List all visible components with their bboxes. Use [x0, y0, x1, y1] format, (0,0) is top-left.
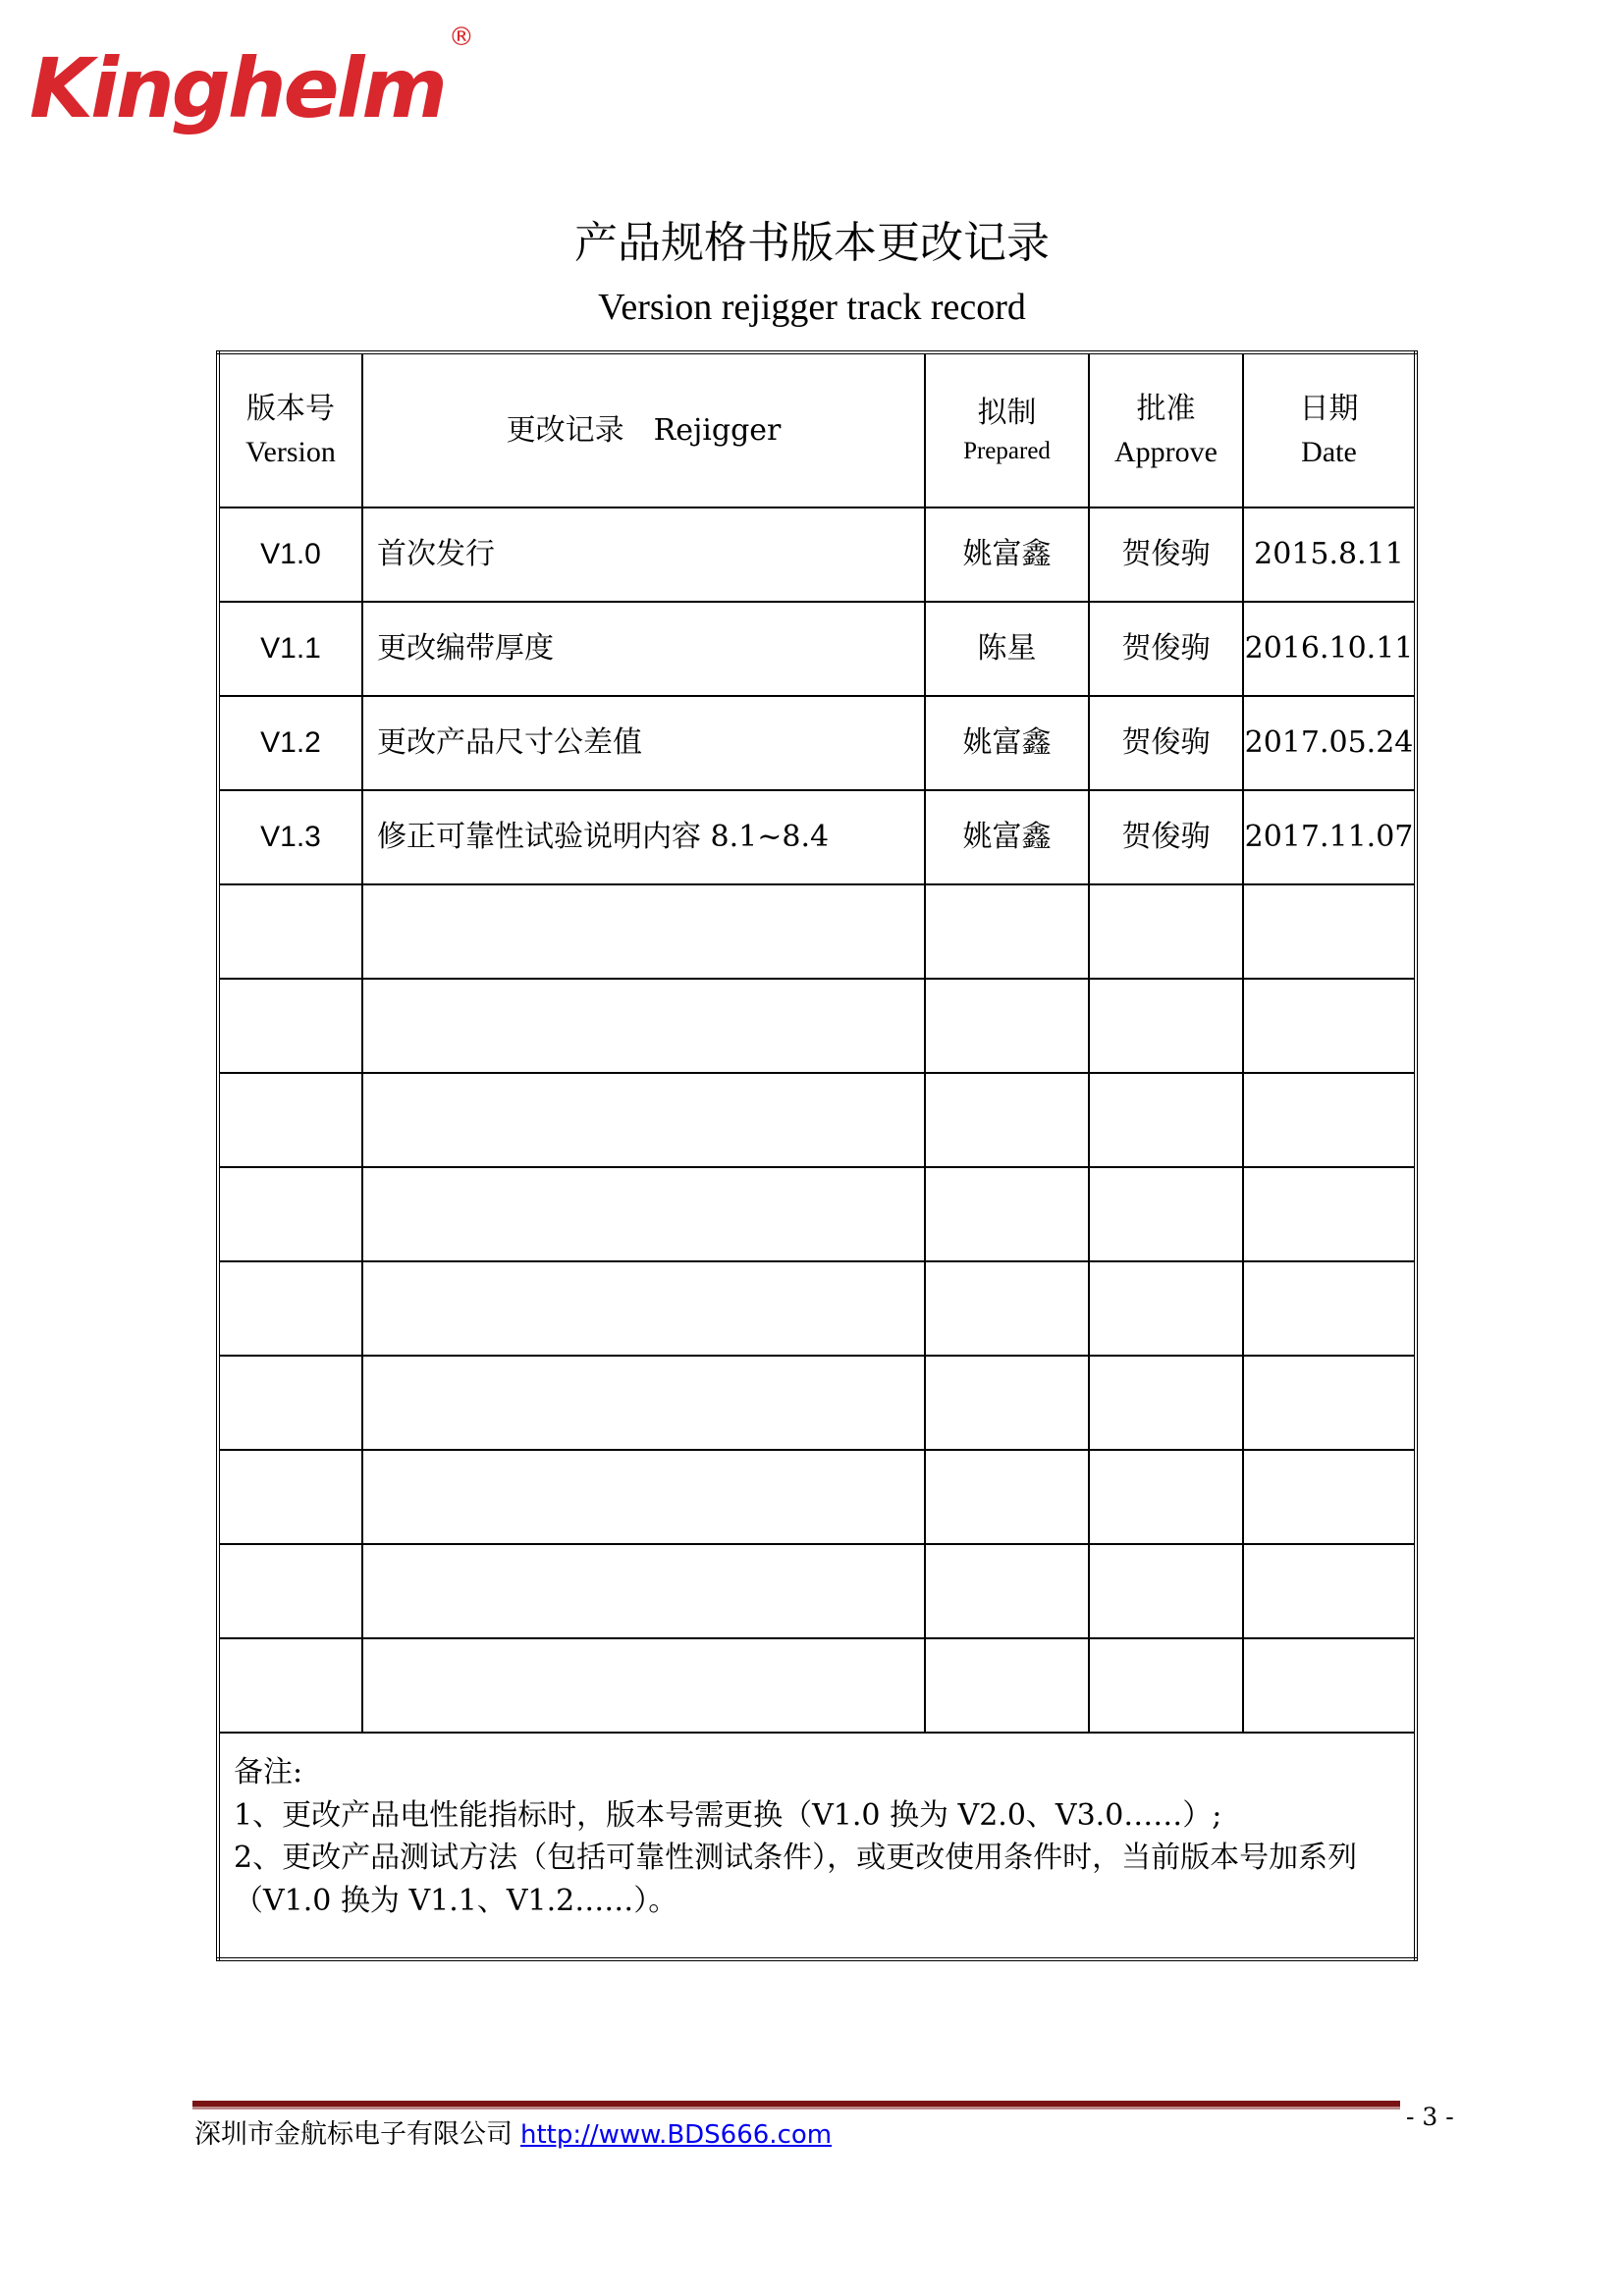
empty-row [218, 1638, 1416, 1733]
header-approve-en: Approve [1114, 435, 1218, 468]
approve-cell: 贺俊驹 [1089, 507, 1243, 602]
version-cell: V1.1 [218, 602, 362, 696]
version-cell: V1.3 [218, 790, 362, 884]
empty-row [218, 979, 1416, 1073]
table-row [218, 507, 1416, 602]
approve-cell: 贺俊驹 [1089, 602, 1243, 696]
registered-mark: ® [448, 23, 474, 52]
prepared-cell: 姚富鑫 [925, 790, 1089, 884]
header-version [218, 352, 362, 507]
version-cell: V1.0 [218, 507, 362, 602]
header-version-cn: 版本号 [246, 392, 335, 426]
notes-cell [218, 1733, 1416, 1959]
date-cell: 2016.10.11 [1243, 602, 1416, 696]
website-link[interactable]: http://www.BDS666.com [520, 2120, 833, 2150]
header-rejigger: 更改记录 Rejigger [362, 352, 925, 507]
table-row [218, 696, 1416, 790]
company-name: 深圳市金航标电子有限公司 [194, 2119, 513, 2150]
version-cell: V1.2 [218, 696, 362, 790]
empty-row [218, 1261, 1416, 1356]
change-cell: 更改产品尺寸公差值 [362, 696, 925, 790]
page-title: 产品规格书版本更改记录 [574, 218, 1050, 268]
empty-row [218, 1167, 1416, 1261]
notes-label: 备注: [234, 1755, 303, 1789]
header-prepared-en: Prepared [963, 438, 1051, 465]
date-cell: 2017.05.24 [1243, 696, 1416, 790]
notes-row [218, 1733, 1416, 1959]
change-cell: 修正可靠性试验说明内容 8.1~8.4 [362, 790, 925, 884]
footer-company [194, 2112, 832, 2151]
date-cell: 2017.11.07 [1243, 790, 1416, 884]
header-prepared-cn: 拟制 [977, 395, 1037, 430]
logo-text: Kinghelm [29, 40, 445, 136]
approve-cell: 贺俊驹 [1089, 790, 1243, 884]
empty-row [218, 1356, 1416, 1450]
page-subtitle: Version rejigger track record [598, 287, 1026, 328]
approve-cell: 贺俊驹 [1089, 696, 1243, 790]
empty-row [218, 884, 1416, 979]
empty-row [218, 1544, 1416, 1638]
prepared-cell: 陈星 [925, 602, 1089, 696]
table-row [218, 602, 1416, 696]
empty-row [218, 1073, 1416, 1167]
prepared-cell: 姚富鑫 [925, 507, 1089, 602]
header-approve [1089, 352, 1243, 507]
version-record-table [216, 350, 1418, 1961]
header-date-en: Date [1301, 435, 1357, 468]
header-approve-cn: 批准 [1136, 392, 1196, 426]
header-date [1243, 352, 1416, 507]
header-date-cn: 日期 [1299, 392, 1359, 426]
change-cell: 首次发行 [362, 507, 925, 602]
notes-line-1: 1、更改产品电性能指标时，版本号需更换（V1.0 换为 V2.0、V3.0……）; [234, 1797, 1222, 1833]
footer-divider [192, 2101, 1400, 2109]
header-prepared [925, 352, 1089, 507]
table-header-row [218, 352, 1416, 507]
header-version-en: Version [245, 435, 336, 468]
kinghelm-logo [29, 23, 474, 136]
date-cell: 2015.8.11 [1243, 507, 1416, 602]
change-cell: 更改编带厚度 [362, 602, 925, 696]
table-row [218, 790, 1416, 884]
notes-line-2: 2、更改产品测试方法（包括可靠性测试条件），或更改使用条件时，当前版本号加系列（V1.0 换为 V1.1、V1.2……）。 [234, 1841, 1358, 1918]
page-number: - 3 - [1406, 2103, 1454, 2131]
prepared-cell: 姚富鑫 [925, 696, 1089, 790]
empty-row [218, 1450, 1416, 1544]
